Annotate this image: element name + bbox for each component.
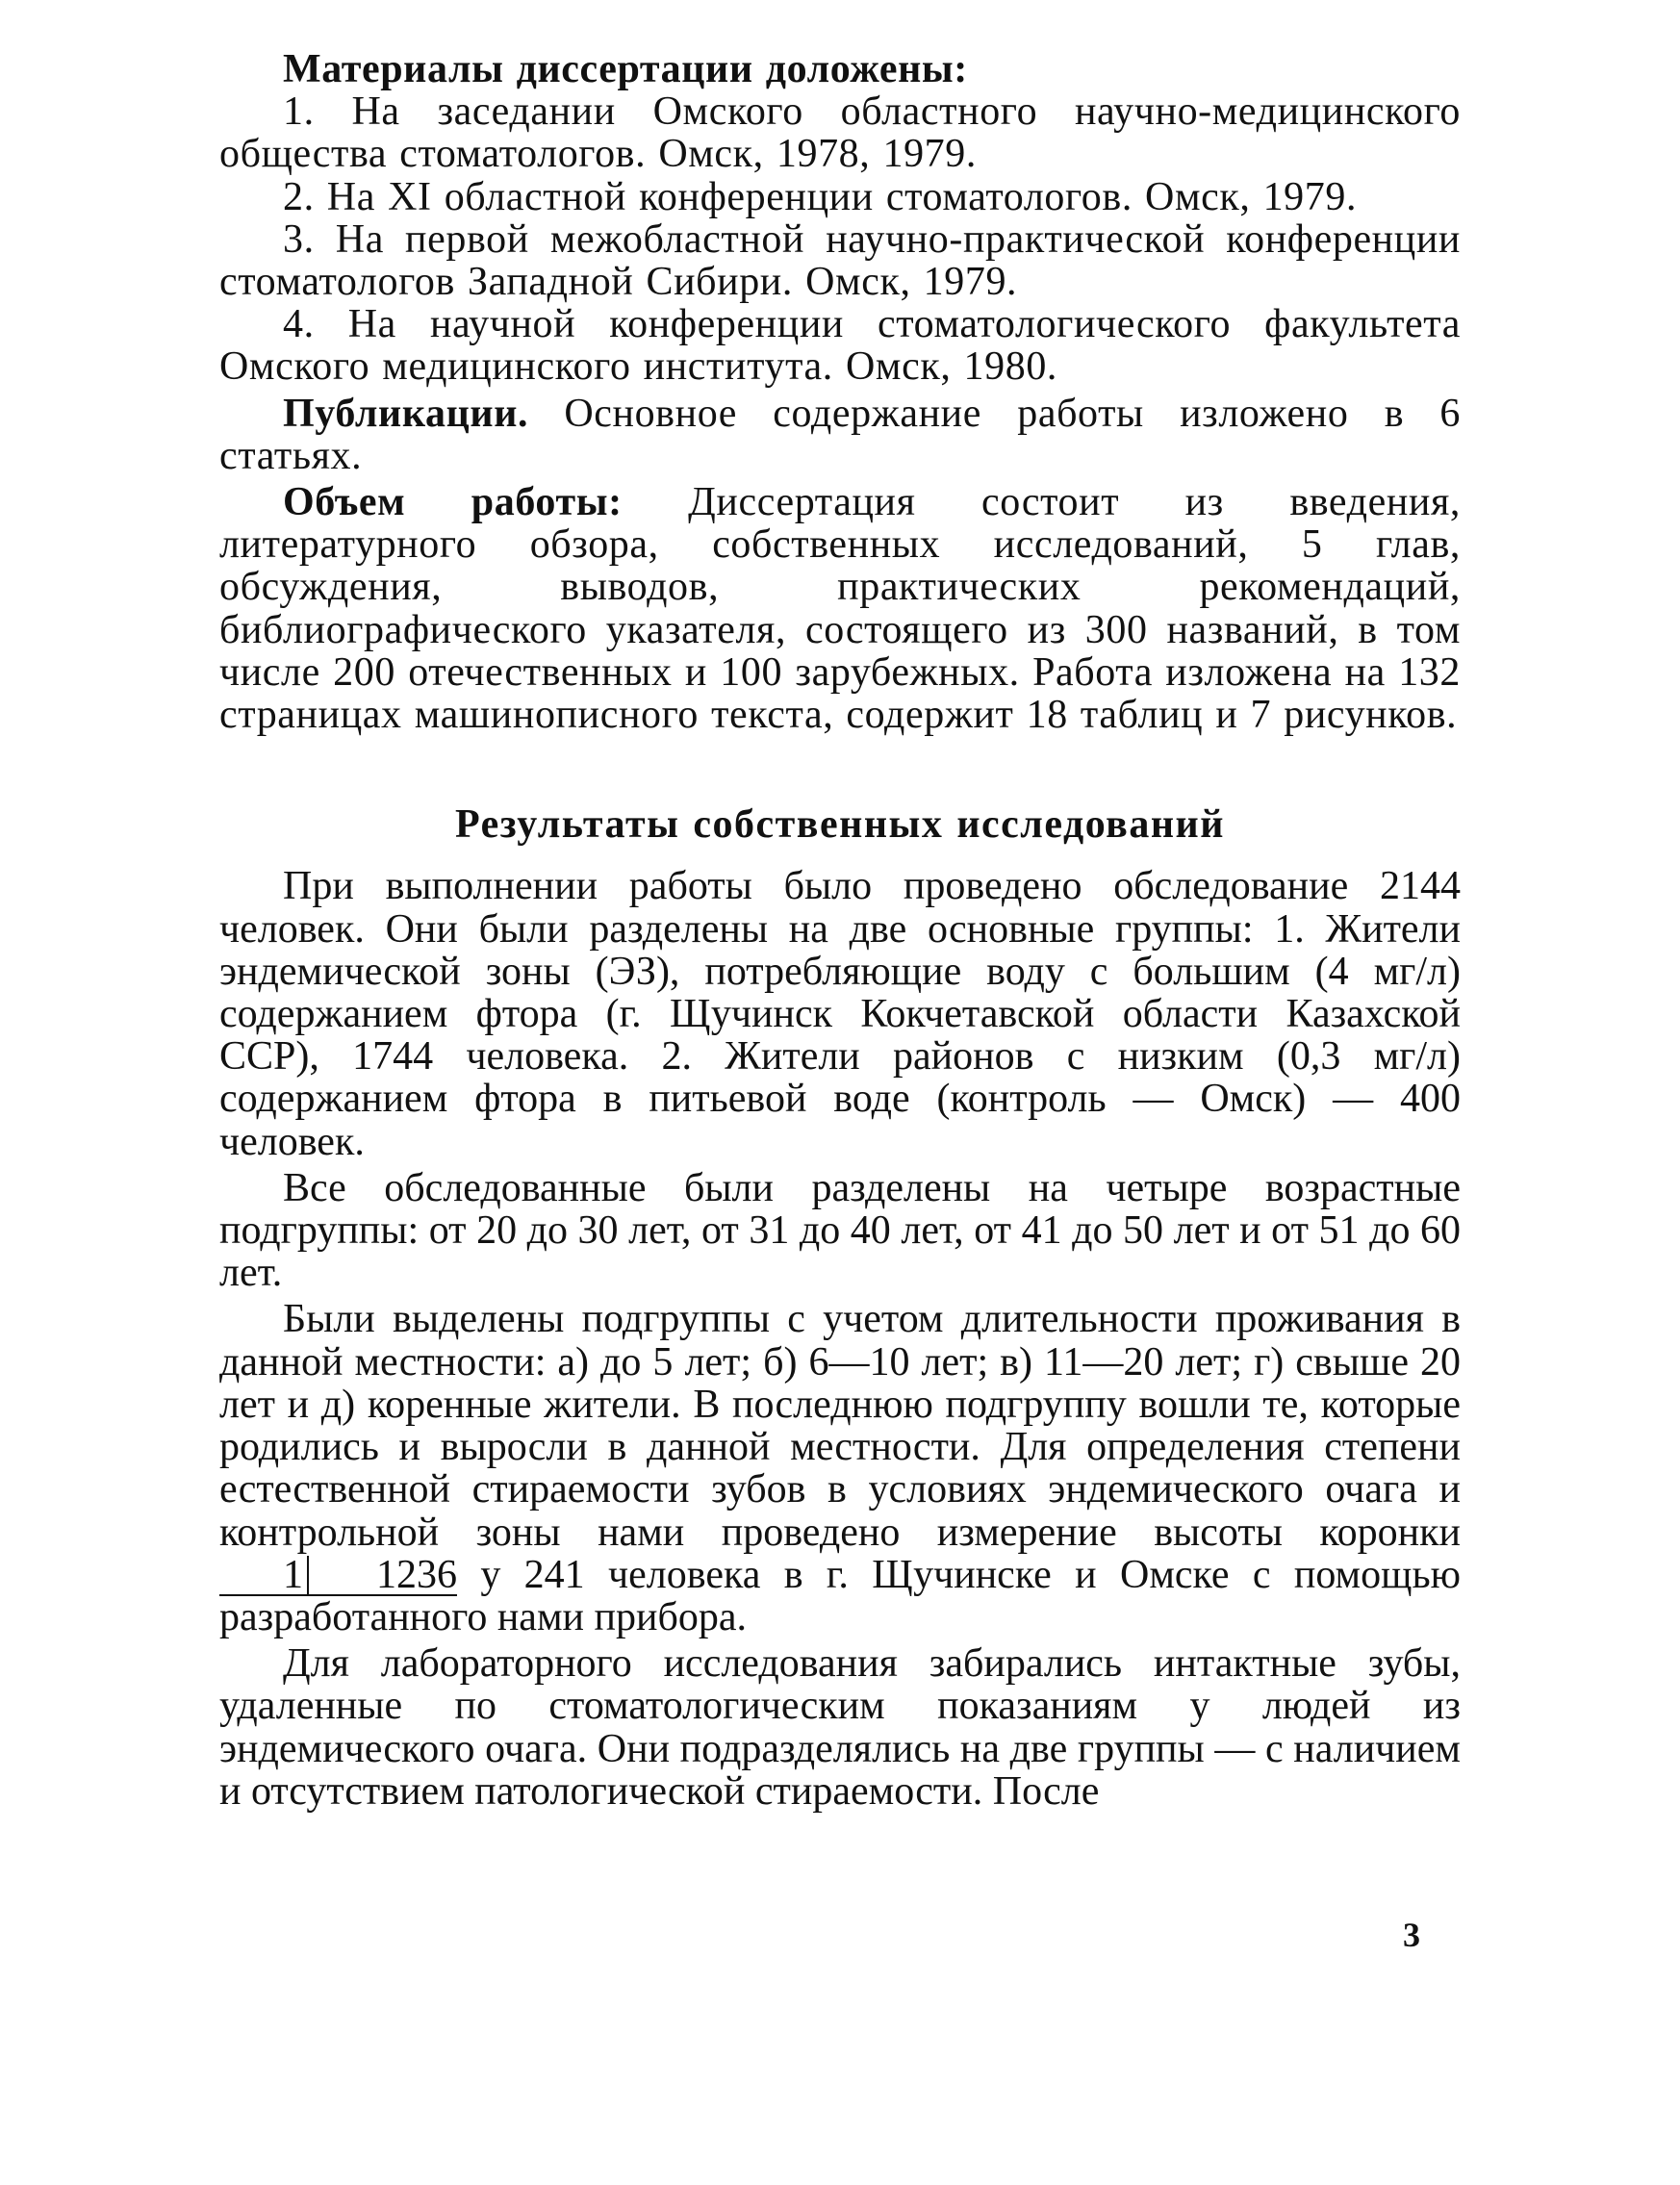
volume-paragraph [219,481,1461,736]
publications-text: Основное содержание работы изложено в 6 статьях. [219,391,1461,478]
publications-paragraph [219,393,1461,477]
volume-label: Объем работы: [283,480,623,525]
page-number: 3 [1403,1916,1420,1954]
materials-item-3: 3. На первой межобластной научно-практической конференции стоматологов Западной Сибири. Омск, 1979. [219,216,1461,305]
volume-text: Диссертация состоит из введения, литературного обзора, собственных исследований, 5 глав, обсуждения, выводов, практических рекомендаций, библиографического указателя, состоящего из 300 названий, в том числе 200 отечественных и 100 зарубежных. Работа изложена на 132 страницах машинописного текста, содержит 18 таблиц и 7 рисунков. [219,480,1462,738]
results-paragraph-4: Для лабораторного исследования забирались интактные зубы, удаленные по стоматологическим показаниям у людей из эндемического очага. Они подразделялись на две группы — с наличием и отсутствием патологической стираемости. После [219,1641,1461,1814]
results-paragraph-1: При выполнении работы было проведено обследование 2144 человек. Они были разделены на две основные группы: 1. Жители эндемической зоны (ЭЗ), потребляющие воду с большим (4 мг/л) содержанием фтора (г. Щучинск Кокчетавской области Казахской ССР), 1744 человека. 2. Жители районов с низким (0,3 мг/л) содержанием фтора в питьевой воде (контроль — Омск) — 400 человек. [219,864,1461,1164]
results-paragraph-2: Все обследованные были разделены на четыре возрастные подгруппы: от 20 до 30 лет, от 31 до 40 лет, от 41 до 50 лет и от 51 до 60 лет. [219,1165,1461,1296]
tooth-formula-right: 1236 [307,1556,457,1594]
results-paragraph-3-text-after: у 241 человека в г. Щучинске и Омске с помощью разработанного нами прибора. [219,1552,1461,1639]
results-paragraph-3 [219,1298,1461,1639]
document-page [219,48,1461,1813]
materials-heading: Материалы диссертации доложены: [283,47,968,91]
results-paragraph-3-text-before: Были выделены подгруппы с учетом длительности проживания в данной местности: а) до 5 лет; б) 6—10 лет; в) 11—20 лет; г) свыше 20 лет и д) коренные жители. В последнюю подгруппу вошли те, которые родились и выросли в данной местности. Для определения степени естественной стираемости зубов в условиях эндемического очага и контрольной зоны нами проведено измерение высоты коронки [219,1297,1461,1555]
materials-item-1: 1. На заседании Омского областного научно-медицинского общества стоматологов. Омск, 1978, 1979. [219,89,1461,177]
tooth-formula-left: 1 [283,1552,303,1597]
tooth-formula [219,1552,457,1597]
results-heading: Результаты собственных исследований [455,802,1225,848]
publications-label: Публикации. [283,391,529,436]
materials-item-4: 4. На научной конференции стоматологического факультета Омского медицинского института. Омск, 1980. [219,302,1461,390]
materials-item-2: 2. На XI областной конференции стоматологов. Омск, 1979. [283,174,1358,219]
